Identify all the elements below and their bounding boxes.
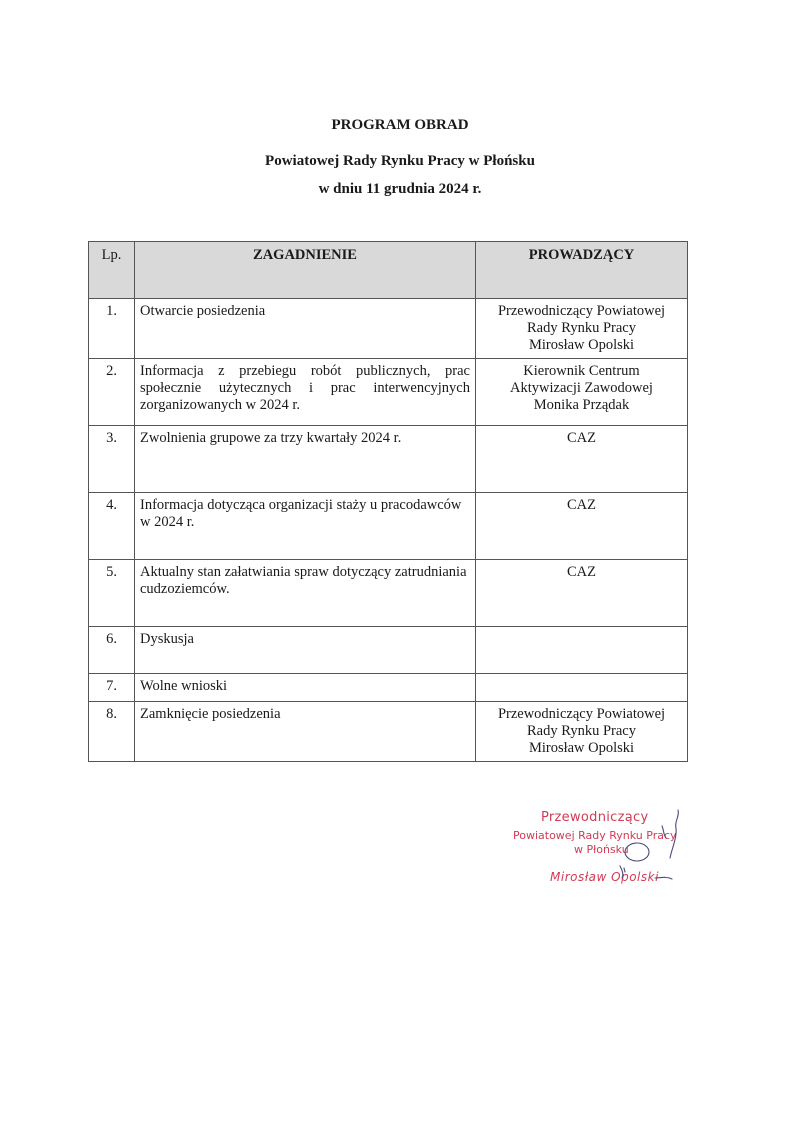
header-topic: ZAGADNIENIE (135, 242, 476, 299)
row-lead (476, 702, 688, 762)
lead-line: Mirosław Opolski (528, 337, 635, 353)
row-lead (476, 299, 688, 359)
row-topic: Aktualny stan załatwiania spraw dotyczący zatrudniania cudzoziemców. (135, 560, 476, 627)
table-row (89, 702, 688, 762)
row-number: 1. (89, 299, 135, 359)
lead-line: CAZ (567, 564, 596, 580)
lead-line: CAZ (567, 497, 596, 513)
lead-line: Przewodniczący Powiatowej (497, 706, 666, 722)
row-topic: Dyskusja (135, 627, 476, 674)
row-number: 8. (89, 702, 135, 762)
lead-line: Rady Rynku Pracy (527, 723, 636, 739)
row-number: 4. (89, 493, 135, 560)
table-row (89, 359, 688, 426)
lead-line: Monika Prządak (533, 397, 630, 413)
handwritten-signature (600, 808, 690, 903)
row-lead (476, 674, 688, 702)
table-row (89, 674, 688, 702)
row-lead (476, 560, 688, 627)
row-topic: Zwolnienia grupowe za trzy kwartały 2024 r. (135, 426, 476, 493)
lead-line: Mirosław Opolski (528, 740, 635, 756)
stamp-line: w Płońsku (574, 843, 629, 856)
lead-line: Aktywizacji Zawodowej (510, 380, 653, 396)
row-lead (476, 426, 688, 493)
document-date: w dniu 11 grudnia 2024 r. (318, 181, 482, 197)
document-title: PROGRAM OBRAD (331, 117, 469, 133)
row-topic: Wolne wnioski (135, 674, 476, 702)
stamp-line: Przewodniczący (541, 810, 649, 825)
lead-line: CAZ (567, 430, 596, 446)
row-number: 7. (89, 674, 135, 702)
header-lp: Lp. (89, 242, 135, 299)
table-header-row (89, 242, 688, 299)
document-subtitle: Powiatowej Rady Rynku Pracy w Płońsku (265, 153, 535, 169)
table-row (89, 560, 688, 627)
row-number: 6. (89, 627, 135, 674)
table-row (89, 627, 688, 674)
lead-line: Rady Rynku Pracy (527, 320, 636, 336)
table-row (89, 426, 688, 493)
lead-line: Kierownik Centrum (523, 363, 640, 379)
lead-line: Przewodniczący Powiatowej (497, 303, 666, 319)
table-row (89, 299, 688, 359)
agenda-table (88, 241, 688, 762)
row-topic: Informacja dotycząca organizacji staży u pracodawców w 2024 r. (135, 493, 476, 560)
header-lead: PROWADZĄCY (476, 242, 688, 299)
row-lead (476, 493, 688, 560)
row-lead (476, 359, 688, 426)
row-topic: Otwarcie posiedzenia (135, 299, 476, 359)
row-number: 5. (89, 560, 135, 627)
row-number: 2. (89, 359, 135, 426)
row-topic: Informacja z przebiegu robót publicznych, prac społecznie użytecznych i prac interwencyjnych zorganizowanych w 2024 r. (135, 359, 476, 426)
stamp-line: Powiatowej Rady Rynku Pracy (513, 829, 677, 842)
row-number: 3. (89, 426, 135, 493)
row-lead (476, 627, 688, 674)
stamp-line: Mirosław Opolski (550, 870, 659, 884)
table-row (89, 493, 688, 560)
row-topic: Zamknięcie posiedzenia (135, 702, 476, 762)
